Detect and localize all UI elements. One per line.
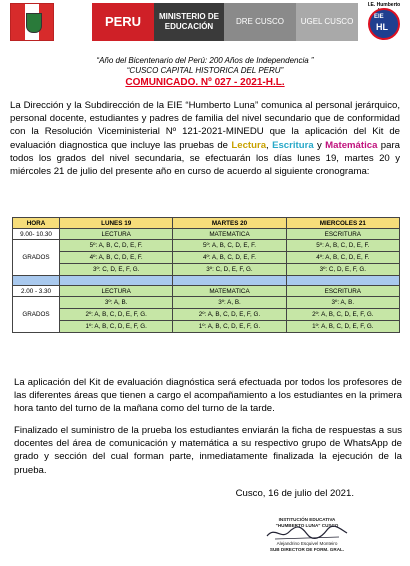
header-hora: HORA (13, 218, 60, 229)
grade-cell: 2º: A, B, C, D, E, F, G. (60, 309, 173, 321)
table-row (13, 321, 400, 333)
intro-paragraph: La Dirección y la Subdirección de la EIE “Humberto Luna” comunica al personal jerárquico, personal docente, estudiantes y padres de familia del nivel secundario que de conformidad con la Resolución Viceministerial Nº 121-2021-MINEDU que la aplicación del Kit de evaluación diagnostica que incluye las pruebas de Lectura, Escritura y Matemática para todos los grados del nivel secundaria, se efectuarán los días lunes 19, martes 20 y miércoles 21 de julio del presente año en curso de acuerdo al siguiente cronograma: (10, 100, 400, 178)
grados-label: GRADOS (13, 240, 60, 276)
table-row (13, 309, 400, 321)
bicentenario-title: “Año del Bicentenario del Perú: 200 Años de Independencia ” (96, 56, 314, 65)
table-separator-row (13, 276, 400, 286)
header-miercoles: MIERCOLES 21 (286, 218, 399, 229)
grade-cell: 3º: C, D, E, F, G. (60, 264, 173, 276)
grade-cell: 1º: A, B, C, D, E, F, G. (286, 321, 399, 333)
finalization-paragraph: Finalizado el suministro de la prueba los estudiantes enviarán la ficha de respuestas a sus docentes del área de comunicación y matemática a su respectivo grupo de WhatsApp de grado y sección del cual forman parte, inmediatamente finalizada la ejecución de la prueba. (14, 425, 402, 476)
escritura-keyword: Escritura (272, 139, 314, 151)
grade-cell: 3º: A, B. (60, 297, 173, 309)
peru-crest-logo (10, 3, 54, 41)
application-paragraph: La aplicación del Kit de evaluación diagnóstica será efectuada por todos los profesores de las diferentes áreas que tienen a cargo el acompañamiento a los estudiantes en la primera hora tanto del turno de la mañana como del turno de la tarde. (14, 377, 402, 415)
table-row (13, 240, 400, 252)
ministerio-label: MINISTERIO DE EDUCACIÓN (154, 3, 224, 41)
header-lunes: LUNES 19 (60, 218, 173, 229)
signature-scribble (265, 524, 349, 542)
grade-cell: 4º: A, B, C, D, E, F. (60, 252, 173, 264)
signature-seal: INSTITUCIÓN EDUCATIVA "HUMBERTO LUNA" CUSCO Alejandrino Esquivel Monteiro SUB DIRECTOR DE FORM. GRAL. (255, 516, 359, 556)
area-cell: ESCRITURA (286, 286, 399, 297)
grade-cell: 5º: A, B, C, D, E, F. (286, 240, 399, 252)
grade-cell: 1º: A, B, C, D, E, F, G. (60, 321, 173, 333)
hora-cell: 9.00- 10.30 (13, 229, 60, 240)
grade-cell: 5º: A, B, C, D, E, F. (173, 240, 286, 252)
area-cell: LECTURA (60, 229, 173, 240)
area-cell: ESCRITURA (286, 229, 399, 240)
grade-cell: 3º: C, D, E, F, G. (286, 264, 399, 276)
table-row (13, 264, 400, 276)
table-row (13, 252, 400, 264)
peru-label: PERU (92, 3, 154, 41)
area-cell: MATEMATICA (173, 229, 286, 240)
ugel-label: UGEL CUSCO (296, 3, 358, 41)
lectura-keyword: Lectura (231, 139, 267, 151)
area-cell: MATEMATICA (173, 286, 286, 297)
grados-label: GRADOS (13, 297, 60, 333)
grade-cell: 3º: A, B. (173, 297, 286, 309)
table-row (13, 286, 400, 297)
header-banner (0, 0, 410, 44)
school-logo: I.E. Humberto EIE HL (364, 2, 404, 44)
schedule-table (12, 217, 400, 333)
dre-label: DRE CUSCO (224, 3, 296, 41)
grade-cell: 3º: C, D, E, F, G. (173, 264, 286, 276)
grade-cell: 2º: A, B, C, D, E, F, G. (173, 309, 286, 321)
area-cell: LECTURA (60, 286, 173, 297)
comunicado-title: COMUNICADO. Nº 027 - 2021-H.L. (125, 77, 285, 88)
header-martes: MARTES 20 (173, 218, 286, 229)
grade-cell: 4º: A, B, C, D, E, F. (286, 252, 399, 264)
table-row (13, 229, 400, 240)
grade-cell: 3º: A, B. (286, 297, 399, 309)
grade-cell: 4º: A, B, C, D, E, F. (173, 252, 286, 264)
table-header-row (13, 218, 400, 229)
hora-cell: 2.00 - 3.30 (13, 286, 60, 297)
grade-cell: 2º: A, B, C, D, E, F, G. (286, 309, 399, 321)
grade-cell: 1º: A, B, C, D, E, F, G. (173, 321, 286, 333)
cusco-title: “CUSCO CAPITAL HISTORICA DEL PERU” (126, 66, 284, 75)
matematica-keyword: Matemática (325, 139, 378, 151)
grade-cell: 5º: A, B, C, D, E, F. (60, 240, 173, 252)
table-row (13, 297, 400, 309)
document-date: Cusco, 16 de julio del 2021. (235, 488, 354, 499)
